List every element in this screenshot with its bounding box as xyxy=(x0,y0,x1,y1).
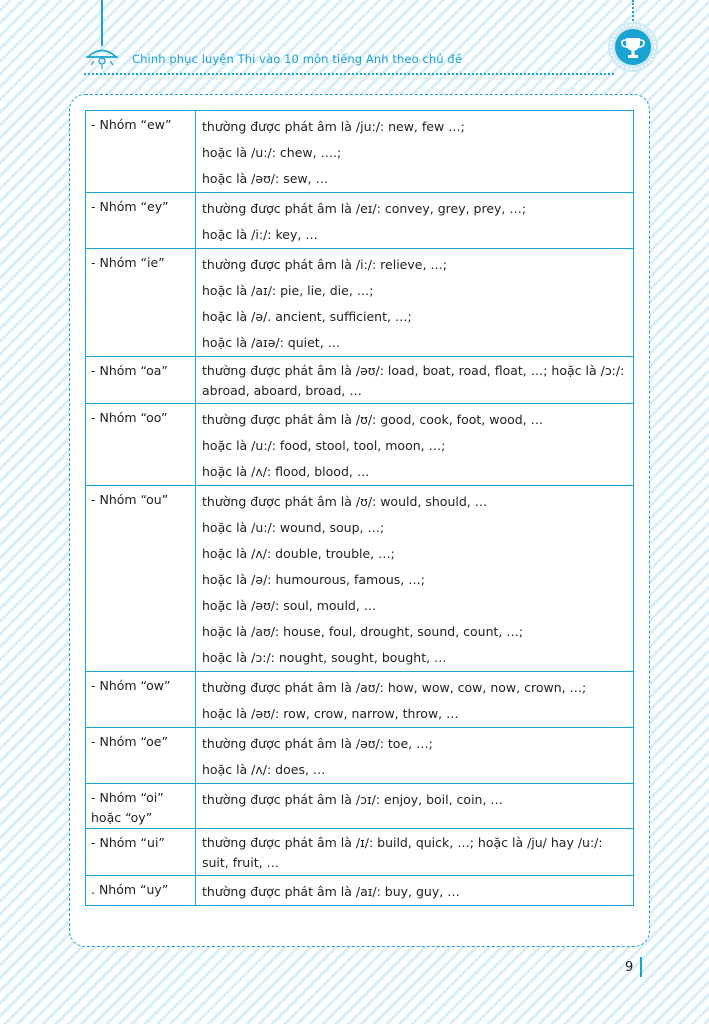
table-row xyxy=(86,404,634,486)
table-row xyxy=(86,193,634,249)
pronunciation-rules xyxy=(196,784,634,829)
group-label: - Nhóm “oo” xyxy=(86,404,196,486)
pronunciation-rules xyxy=(196,357,634,404)
group-label: - Nhóm “oi” hoặc “oy” xyxy=(86,784,196,829)
rule-line: hoặc là /ʌ/: double, trouble, …; xyxy=(202,546,395,561)
rule-line: hoặc là /ʌ/: flood, blood, … xyxy=(202,464,370,479)
trophy-icon xyxy=(607,21,659,77)
rule-line: hoặc là /i:/: key, … xyxy=(202,227,318,242)
table-row xyxy=(86,111,634,193)
table-row xyxy=(86,357,634,404)
pronunciation-rules xyxy=(196,486,634,672)
group-label: - Nhóm “ow” xyxy=(86,672,196,728)
table-row xyxy=(86,829,634,876)
pronunciation-rules xyxy=(196,404,634,486)
pronunciation-rules xyxy=(196,876,634,906)
table-row xyxy=(86,672,634,728)
rule-line: thường được phát âm là /eɪ/: convey, grey, prey, …; xyxy=(202,201,527,216)
pronunciation-rules xyxy=(196,111,634,193)
rule-line: hoặc là /əʊ/: soul, mould, … xyxy=(202,598,377,613)
rule-line: thường được phát âm là /aɪ/: buy, guy, … xyxy=(202,884,460,899)
group-label: - Nhóm “ey” xyxy=(86,193,196,249)
lamp-icon xyxy=(84,44,120,74)
rule-line: thường được phát âm là /ʊ/: good, cook, foot, wood, … xyxy=(202,412,544,427)
pronunciation-table xyxy=(85,110,634,906)
rule-line: thường được phát âm là /əʊ/: toe, …; xyxy=(202,736,433,751)
table-row xyxy=(86,784,634,829)
rule-line: hoặc là /u:/: chew, ….; xyxy=(202,145,342,160)
pronunciation-rules xyxy=(196,672,634,728)
group-label: . Nhóm “uy” xyxy=(86,876,196,906)
table-row xyxy=(86,486,634,672)
group-label: - Nhóm “ou” xyxy=(86,486,196,672)
rule-line: hoặc là /aɪə/: quiet, … xyxy=(202,335,341,350)
rule-line: thường được phát âm là /ʊ/: would, should, … xyxy=(202,494,488,509)
group-label: - Nhóm “oe” xyxy=(86,728,196,784)
group-label: - Nhóm “ie” xyxy=(86,249,196,357)
rule-line: hoặc là /aʊ/: house, foul, drought, sound, count, …; xyxy=(202,624,524,639)
header-title: Chinh phục luyện Thi vào 10 môn tiếng Anh theo chủ đề xyxy=(132,52,463,66)
rule-line: thường được phát âm là /aʊ/: how, wow, cow, now, crown, …; xyxy=(202,680,587,695)
rule-line: thường được phát âm là /i:/: relieve, …; xyxy=(202,257,448,272)
rule-line: hoặc là /əʊ/: row, crow, narrow, throw, … xyxy=(202,706,459,721)
rule-line: hoặc là /ə/. ancient, sufficient, …; xyxy=(202,309,412,324)
rule-paragraph: thường được phát âm là /əʊ/: load, boat, road, float, …; hoặc là /ɔ:/: abroad, aboard, broad, … xyxy=(202,363,625,398)
rule-line: thường được phát âm là /ɔɪ/: enjoy, boil, coin, … xyxy=(202,792,503,807)
pronunciation-rules xyxy=(196,829,634,876)
page-number: 9 xyxy=(625,960,634,975)
rule-line: hoặc là /ə/: humourous, famous, …; xyxy=(202,572,425,587)
header-divider xyxy=(84,73,614,75)
rule-line: hoặc là /ʌ/: does, … xyxy=(202,762,326,777)
pronunciation-rules xyxy=(196,728,634,784)
hanging-lamp-cord xyxy=(101,0,103,46)
rule-line: hoặc là /u:/: food, stool, tool, moon, …; xyxy=(202,438,446,453)
group-label: - Nhóm “ew” xyxy=(86,111,196,193)
rule-paragraph: thường được phát âm là /ɪ/: build, quick, …; hoặc là /ju/ hay /u:/: suit, fruit, … xyxy=(202,835,603,870)
rule-line: thường được phát âm là /ju:/: new, few …; xyxy=(202,119,465,134)
table-row xyxy=(86,876,634,906)
group-label: - Nhóm “oa” xyxy=(86,357,196,404)
group-label: - Nhóm “ui” xyxy=(86,829,196,876)
page-number-bar xyxy=(640,957,642,977)
table-row xyxy=(86,249,634,357)
table-row xyxy=(86,728,634,784)
pronunciation-rules xyxy=(196,193,634,249)
rule-line: hoặc là /u:/: wound, soup, …; xyxy=(202,520,385,535)
pronunciation-rules xyxy=(196,249,634,357)
rule-line: hoặc là /əʊ/: sew, … xyxy=(202,171,329,186)
rule-line: hoặc là /ɔ:/: nought, sought, bought, … xyxy=(202,650,447,665)
rule-line: hoặc là /aɪ/: pie, lie, die, …; xyxy=(202,283,374,298)
